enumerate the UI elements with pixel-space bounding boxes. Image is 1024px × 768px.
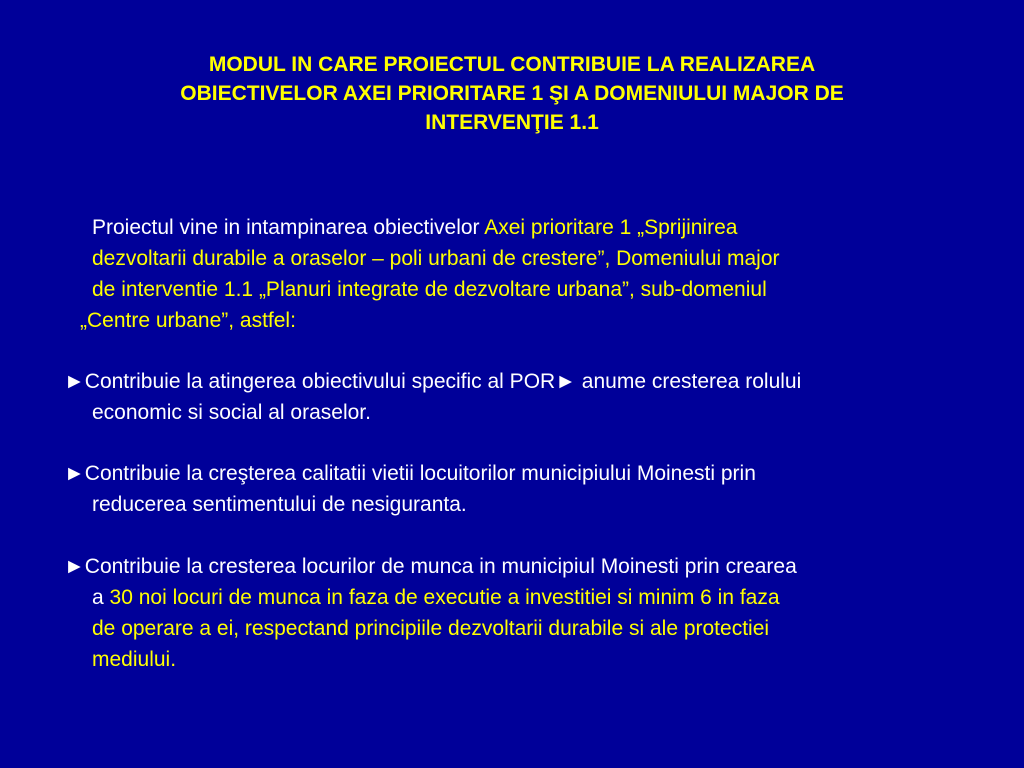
bullet-3-line-2 <box>92 583 780 614</box>
intro-line-4: „Centre urbane”, astfel: <box>80 309 296 332</box>
intro-line-1 <box>92 213 737 244</box>
intro-text: Proiectul vine in intampinarea obiectivelor <box>92 216 485 239</box>
bullet-2-line-1: ►Contribuie la creşterea calitatii vietii locuitorilor municipiului Moinesti prin <box>64 462 756 485</box>
intro-line-3: de interventie 1.1 „Planuri integrate de dezvoltare urbana”, sub-domeniul <box>92 278 767 301</box>
intro-highlight: Axei prioritare 1 „Sprijinirea <box>484 216 738 239</box>
bullet-3-line-3: de operare a ei, respectand principiile dezvoltarii durabile si ale protectiei <box>92 617 770 640</box>
bullet-1-line-1: ►Contribuie la atingerea obiectivului specific al POR► anume cresterea rolului <box>64 370 802 393</box>
bullet-3-highlight: 30 noi locuri de munca in faza de executie a investitiei si minim 6 in faza <box>109 586 780 609</box>
bullet-1-line-2: economic si social al oraselor. <box>92 401 371 424</box>
title-line-3: INTERVENŢIE 1.1 <box>425 111 599 134</box>
bullet-3-text: a <box>92 586 110 609</box>
bullet-3-line-4: mediului. <box>92 648 177 671</box>
bullet-3-line-1: ►Contribuie la cresterea locurilor de munca in municipiul Moinesti prin crearea <box>64 555 797 578</box>
bullet-2-line-2: reducerea sentimentului de nesiguranta. <box>92 493 467 516</box>
title-line-2: OBIECTIVELOR AXEI PRIORITARE 1 ŞI A DOMENIULUI MAJOR DE <box>180 82 844 105</box>
title-line-1: MODUL IN CARE PROIECTUL CONTRIBUIE LA REALIZAREA <box>208 53 816 76</box>
slide-title <box>60 50 964 137</box>
intro-line-2: dezvoltarii durabile a oraselor – poli urbani de crestere”, Domeniului major <box>92 247 780 270</box>
